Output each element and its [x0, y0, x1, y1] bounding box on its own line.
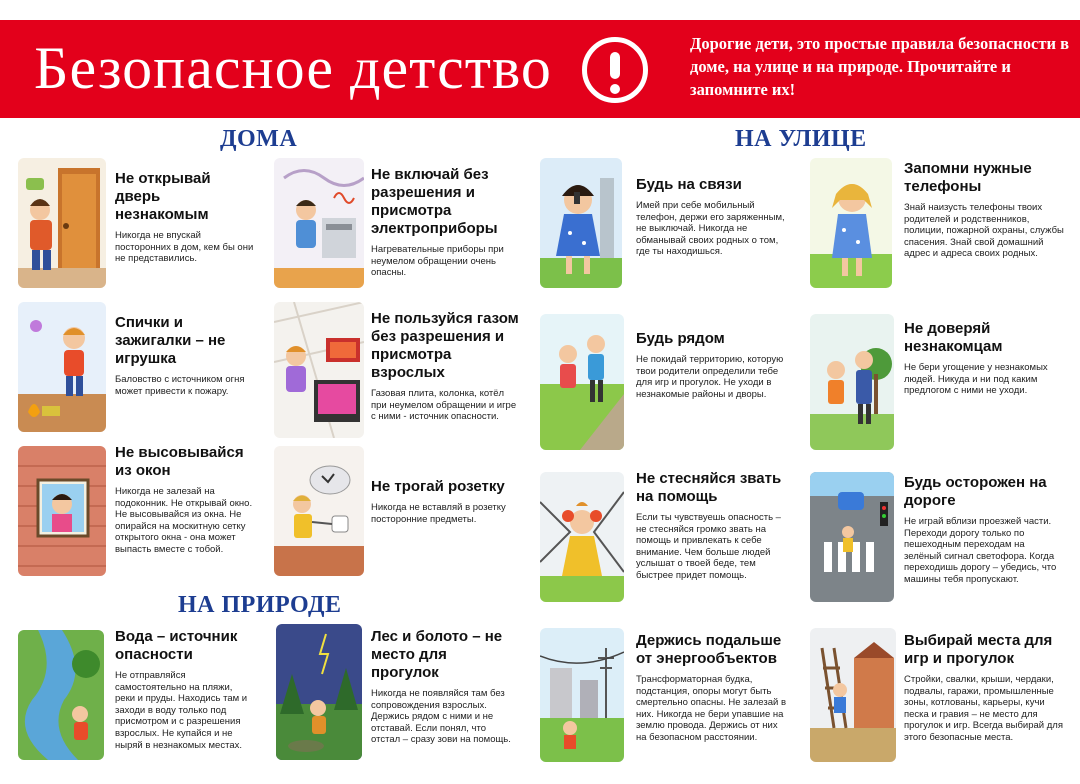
header-banner: [0, 20, 1080, 118]
rule-title: Не трогай розетку: [371, 478, 505, 495]
socket-illustration: [274, 446, 364, 576]
rule-title: Не стесняйся звать на помощь: [636, 470, 782, 505]
rule-text: Нагревательные приборы при неумелом обращении очень опасны.: [371, 244, 504, 279]
section-title-street: НА УЛИЦЕ: [735, 126, 867, 152]
matches-illustration: [18, 302, 106, 432]
girl-remembers-illustration: [810, 158, 892, 288]
phone-girl-illustration: [540, 158, 622, 288]
rule-text: Баловство с источником огня может привести к пожару.: [115, 374, 245, 397]
rule-text: Никогда не залезай на подоконник. Не открывай окно. Не высовывайся из окна. Не опирайся на москитную сетку открытого окна - она может выпасть вместе с тобой.: [115, 486, 253, 555]
rule-title: Держись подальше от энергообъектов: [636, 632, 782, 667]
rule-title: Будь осторожен на дороге: [904, 474, 1047, 509]
rule-text: Не покидай территорию, которую твои родители определили тебе для игр и прогулок. Не уходи в незнакомые районы и дворы.: [636, 354, 784, 400]
rule-title: Не включай без разрешения и присмотра электроприборы: [371, 166, 498, 237]
construction-illustration: [810, 628, 896, 762]
power-lines-illustration: [540, 628, 624, 762]
rule-title: Спички и зажигалки – не игрушка: [115, 314, 226, 367]
call-help-illustration: [540, 472, 624, 602]
exclamation-circle-icon: [582, 37, 648, 103]
rule-text: Стройки, свалки, крыши, чердаки, подвалы, гаражи, промышленные зоны, котлованы, карьеры, кучи песка и гравия – не место для прогулок и игр. Всегда выбирай для этого безопасные места.: [904, 674, 1063, 743]
water-illustration: [18, 630, 104, 760]
window-illustration: [18, 446, 106, 576]
section-title-home: ДОМА: [220, 126, 298, 152]
rule-text: Если ты чувствуешь опасность – не стесняйся громко звать на помощь и привлекать к себе внимание. Чем больше людей услышат о твоей беде, тем быстрее придет помощь.: [636, 512, 781, 581]
rule-text: Имей при себе мобильный телефон, держи его заряженным, не выключай. Никогда не обманывай своих родных о том, где ты находишься.: [636, 200, 785, 258]
rule-text: Не бери угощение у незнакомых людей. Никуда и ни под каким предлогом с ними не уходи.: [904, 362, 1048, 397]
rule-text: Трансформаторная будка, подстанция, опоры могут быть смертельно опасны. Не залезай в них. Никогда не бери упавшие на землю провода. Держись от них на безопасном расстоянии.: [636, 674, 787, 743]
appliances-illustration: [274, 158, 364, 288]
crosswalk-illustration: [810, 472, 894, 602]
rule-title: Выбирай места для игр и прогулок: [904, 632, 1053, 667]
rule-title: Не доверяй незнакомцам: [904, 320, 1003, 355]
kids-walking-illustration: [540, 314, 624, 450]
section-title-nature: НА ПРИРОДЕ: [178, 592, 342, 618]
intro-note: Дорогие дети, это простые правила безопасности в доме, на улице и на природе. Прочитайте и запомните их!: [690, 34, 1070, 99]
rule-title: Не высовывайся из окон: [115, 444, 244, 479]
rule-text: Не играй вблизи проезжей части. Переходи дорогу только по пешеходным переходам на зелёный сигнал светофора. Когда переходишь дорогу – убедись, что машины тебя пропускают.: [904, 516, 1057, 585]
rule-title: Не пользуйся газом без разрешения и присмотра взрослых: [371, 310, 519, 381]
rule-title: Будь на связи: [636, 176, 742, 193]
rule-title: Вода – источник опасности: [115, 628, 238, 663]
forest-illustration: [276, 624, 362, 760]
rule-title: Запомни нужные телефоны: [904, 160, 1032, 195]
rule-text: Никогда не вставляй в розетку посторонние предметы.: [371, 502, 506, 525]
rule-text: Никогда не появляйся там без сопровождения взрослых. Держись рядом с ними и не отставай. Если понял, что отстал – сразу зови на помощь.: [371, 688, 511, 746]
rule-title: Не открывай дверь незнакомым: [115, 170, 211, 223]
rule-text: Знай наизусть телефоны твоих родителей и родственников, полиции, пожарной охраны, службы спасения. Знай свой домашний адрес и адреса своих родных.: [904, 202, 1064, 260]
rule-title: Лес и болото – не место для прогулок: [371, 628, 503, 681]
rule-title: Будь рядом: [636, 330, 725, 347]
rule-text: Не отправляйся самостоятельно на пляжи, реки и пруды. Находись там и заходи в воду только под присмотром и с разрешения взрослых. Не купайся и не ныряй в незнакомых местах.: [115, 670, 248, 751]
stranger-illustration: [810, 314, 894, 450]
door-illustration: [18, 158, 106, 288]
poster-title: Безопасное детство: [34, 35, 552, 101]
rule-text: Газовая плита, колонка, котёл при неумелом обращении и игре с ними - источник опасности.: [371, 388, 517, 423]
gas-stove-illustration: [274, 302, 364, 438]
rule-text: Никогда не впускай посторонних в дом, кем бы они не представились.: [115, 230, 254, 265]
